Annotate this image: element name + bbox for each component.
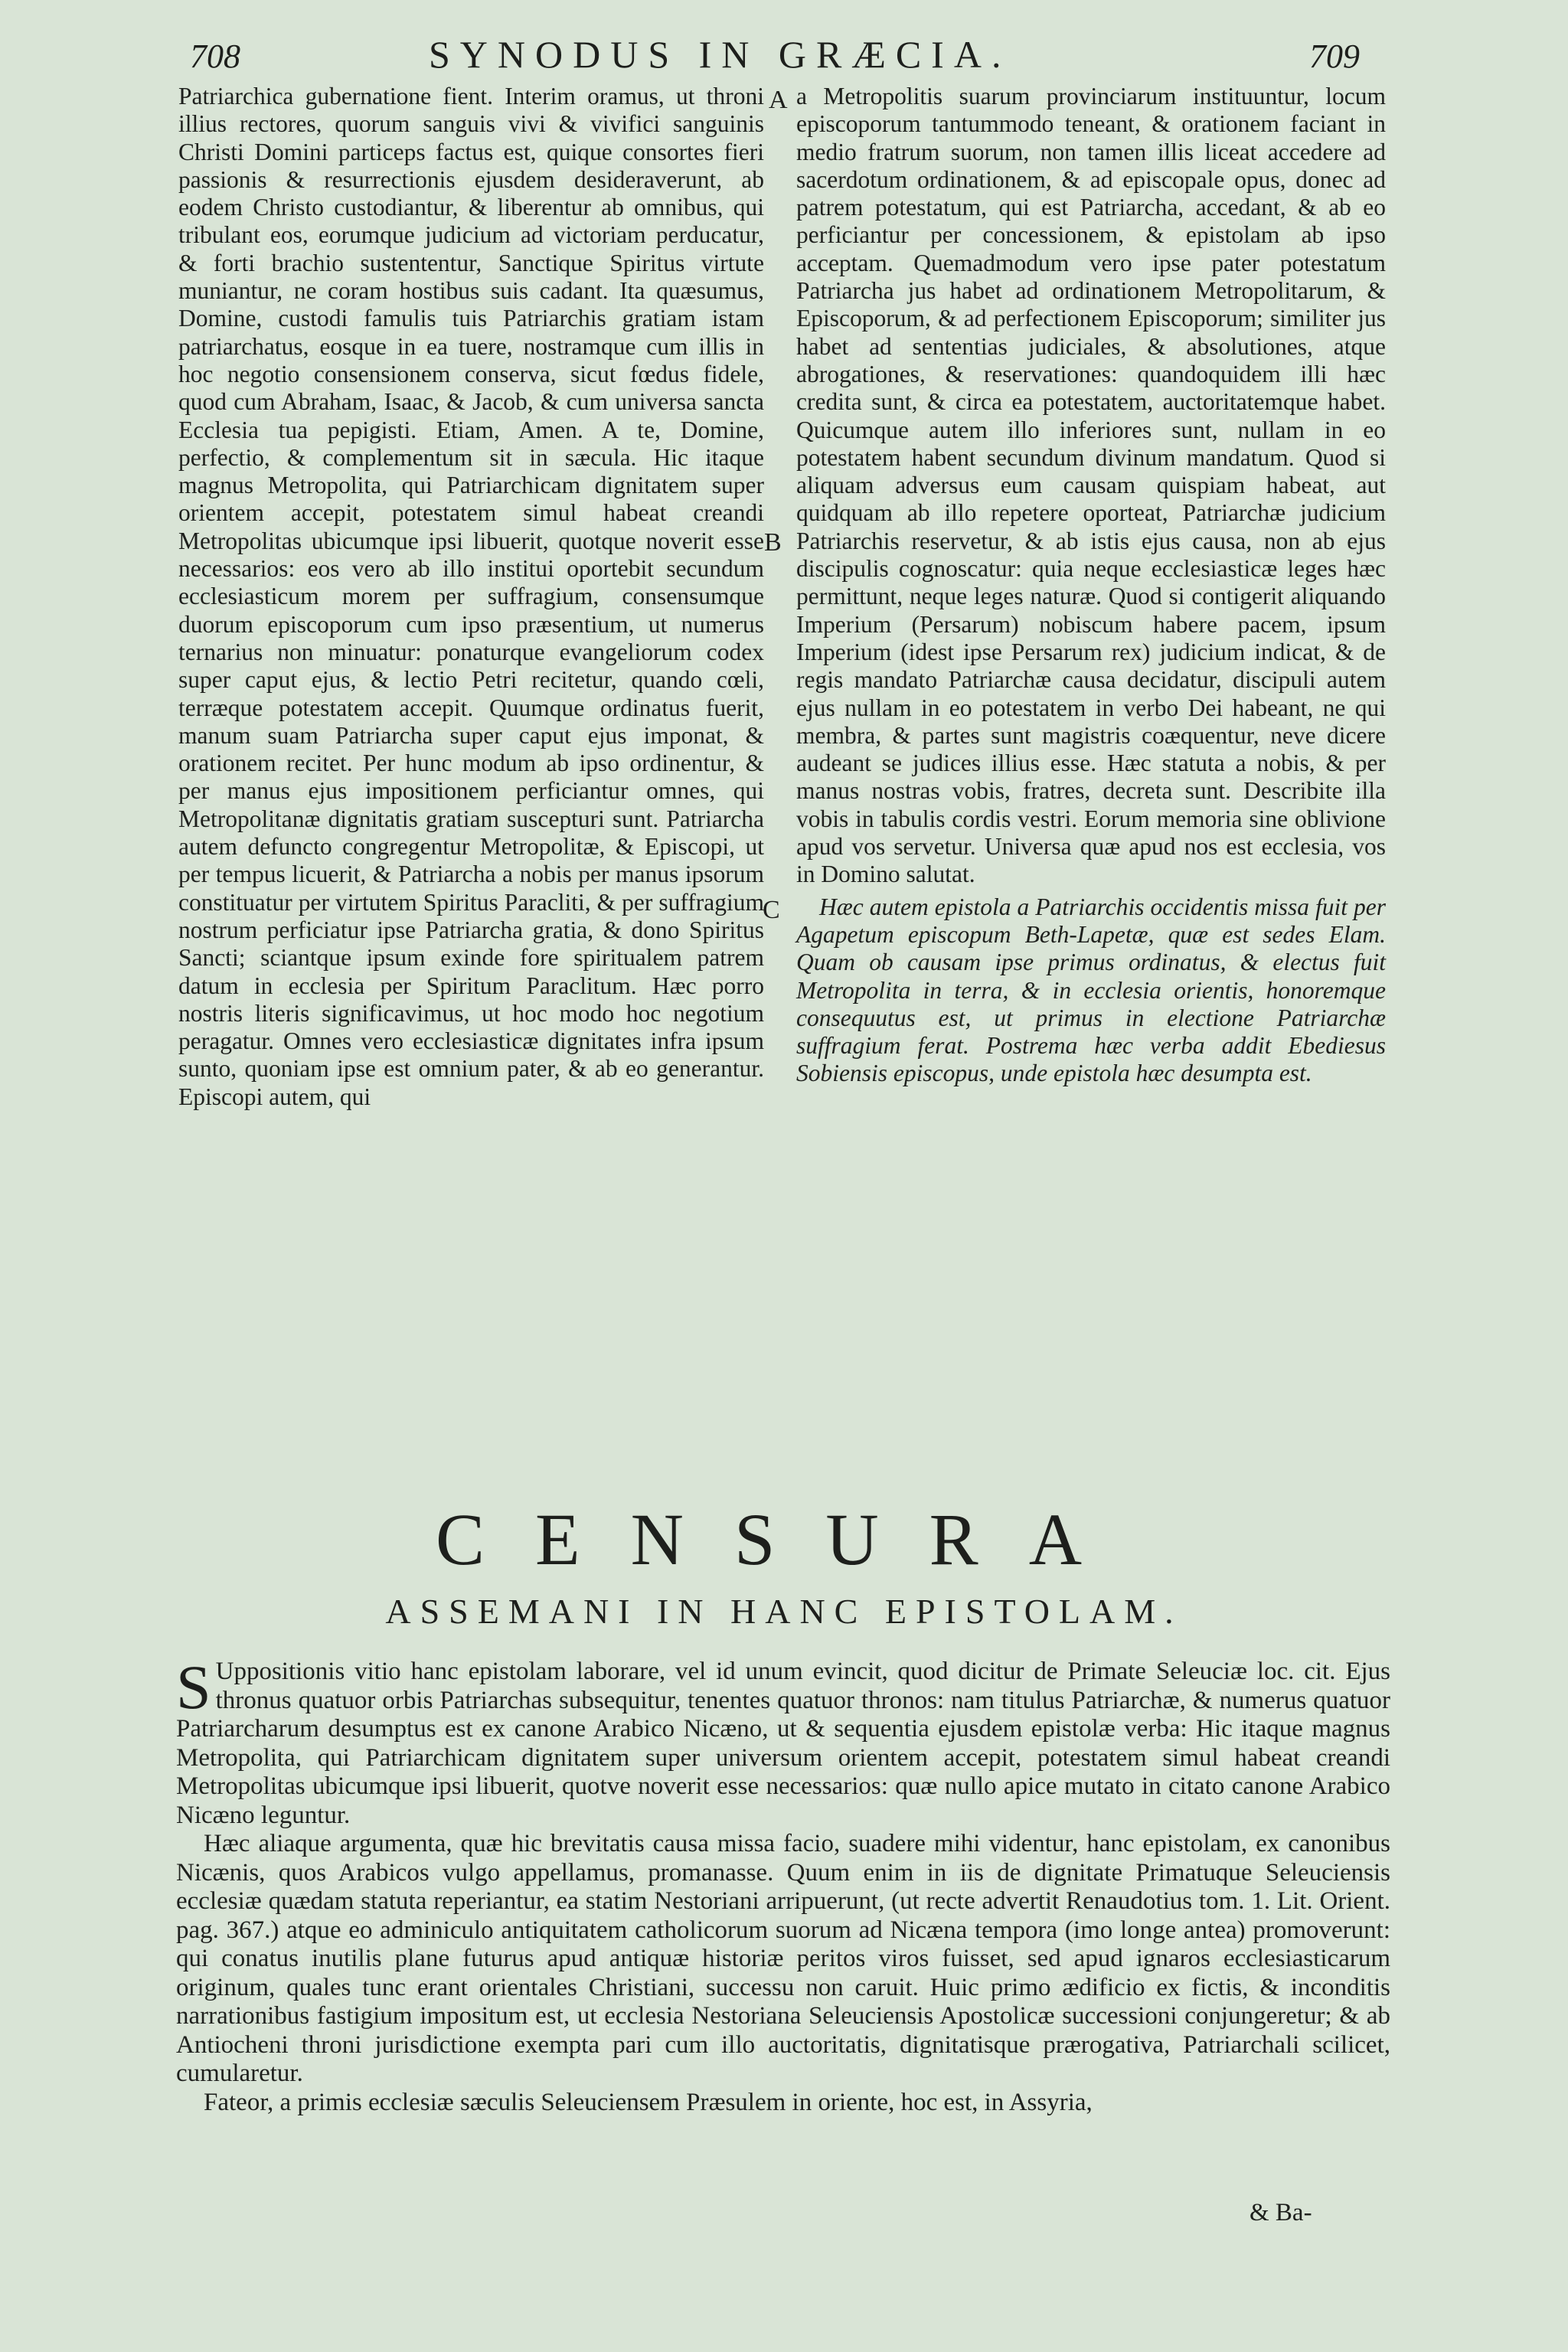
editorial-note: Hæc autem epistola a Patriarchis occidentis missa fuit per Agapetum episcopum Beth-Lapetæ, quæ est sedes Elam. Quam ob causam ipse primus ordinatus, & electus fuit Metropolita in terra, & in ecclesia orientis, honoremque consequutus est, ut primus in electione Patriarchæ suffragium ferat. Postrema hæc verba addit Ebediesus Sobiensis episcopus, unde epistola hæc desumpta est.	[796, 893, 1386, 1087]
censura-paragraph-1-text: Uppositionis vitio hanc epistolam laborare, vel id unum evincit, quod dicitur de Primate Seleuciæ loc. cit. Ejus thronus quatuor orbis Patriarchas subsequitur, tenentes quatuor thronos: nam titulus Patriarchæ, & numerus quatuor Patriarcharum desumptus est ex canone Arabico Nicæno, ut & sequentia ejusdem epistolæ verba: Hic itaque magnus Metropolita, qui Patriarchicam dignitatem super universum orientem accepit, potestatem simul habeat creandi Metropolitas ubicumque ipsi libuerit, quotve noverit esse necessarios: quæ nullo apice mutato in citato canone Arabico Nicæno leguntur.	[176, 1658, 1390, 1829]
left-column-text: Patriarchica gubernatione fient. Interim oramus, ut throni illius rectores, quorum sanguis vivi & vivifici sanguinis Christi Domini particeps factus est, quique consortes fieri passionis & resurrectionis ejusdem desideraverunt, ab eodem Christo custodiantur, & liberentur ab omnibus, qui tribulant eos, eorumque judicium ad victoriam perducatur, & forti brachio sustententur, Sanctique Spiritus virtute muniantur, ne coram hostibus suis cadant. Ita quæsumus, Domine, custodi famulis tuis Patriarchis gratiam istam patriarchatus, eosque in ea tuere, nostramque cum illis in hoc negotio consensionem conserva, sicut fœdus fidele, quod cum Abraham, Isaac, & Jacob, & cum universa sancta Ecclesia tua pepigisti. Etiam, Amen. A te, Domine, perfectio, & complementum sit in sæcula. Hic itaque magnus Metropolita, qui Patriarchicam dignitatem super orientem accepit, potestatem simul habeat creandi Metropolitas ubicumque ipsi libuerit, quotque noverit esse necessarios: eos vero ab illo institui oportebit secundum ecclesiasticum morem per suffragium, consensumque duorum episcoporum cum ipso præsentium, ut numerus ternarius non minuatur: ponaturque evangeliorum codex super caput ejus, & lectio Petri recitetur, quando cœli, terræque potestatem accepit. Quumque ordinatus fuerit, manum suam Patriarcha super caput ejus imponat, & orationem recitet. Per hunc modum ab ipso ordinentur, & per manus ejus impositionem perficiantur omnes, qui Metropolitanæ dignitatis gratiam suscepturi sunt. Patriarcha autem defuncto congregentur Metropolitæ, & Episcopi, ut per tempus licuerit, & Patriarcha a nobis per manus ipsorum constituatur per virtutem Spiritus Paracliti, & per suffragium nostrum perficiatur ipse Patriarcha gratia, & dono Spiritus Sancti; sciantque ipsum exinde fore spiritualem patrem datum in ecclesia per Spiritum Paraclitum. Hæc porro nostris literis significavimus, ut hoc modo hoc negotium peragatur. Omnes vero ecclesiasticæ dignitates infra ipsum sunto, quoniam ipse est omnium pater, & ab eo generantur. Episcopi autem, qui	[178, 83, 764, 1110]
right-column	[796, 83, 1386, 1088]
censura-body	[176, 1652, 1390, 2117]
censura-paragraph-3: Fateor, a primis ecclesiæ sæculis Seleuciensem Præsulem in oriente, hoc est, in Assyria,	[204, 2088, 1093, 2116]
left-column	[178, 83, 764, 1111]
section-title: CENSURA	[435, 1498, 1133, 1580]
right-column-text: a Metropolitis suarum provinciarum instituuntur, locum episcoporum tantummodo teneant, & orationem faciant in medio fratrum suorum, non tamen illis liceat accedere ad sacerdotum ordinationem, & ad episcopale opus, donec ad patrem potestatum, qui est Patriarcha, accedant, & ab eo perficiantur per concessionem, & epistolam ab ipso acceptam. Quemadmodum vero ipse pater potestatum Patriarcha jus habet ad ordinationem Metropolitarum, & Episcoporum, & ad perfectionem Episcoporum; similiter jus habet ad sententias judiciales, & absolutiones, atque abrogationes, & reservationes: quandoquidem illi hæc credita sunt, & circa ea potestatem, auctoritatemque habet. Quicumque autem illo inferiores sunt, nullam in eo potestatem habent secundum divinum mandatum. Quod si aliquam adversus eum causam quispiam habeat, aut quidquam ab illo repetere oporteat, Patriarchæ judicium Patriarchis reservetur, & ab istis ejus causa, non ab ejus discipulis cognoscatur: quia neque ecclesiasticæ leges hæc permittunt, neque leges naturæ. Quod si contigerit aliquando Imperium (Persarum) nobiscum habere pacem, ipsum Imperium (idest ipse Persarum rex) judicium indicat, & de regis mandato Patriarchæ causa decidatur, discipuli autem ejus nullam in eo potestatem in verbo Dei habeant, ne qui membra, & partes sunt magistris coæquentur, neve dicere audeant se judices illius esse. Hæc statuta a nobis, & per manus nostras vobis, fratres, decreta sunt. Describite illa vobis in tabulis cordis vestri. Eorum memoria sine oblivione apud vos servetur. Universa quæ apud nos est ecclesia, vos in Domino salutat.	[796, 83, 1386, 888]
page-number-left: 708	[190, 38, 240, 75]
drop-cap: S	[176, 1652, 211, 1722]
margin-marker-a: A	[769, 86, 788, 114]
margin-marker-b: B	[764, 528, 782, 557]
catchword: & Ba-	[1250, 2199, 1312, 2226]
running-title: SYNODUS IN GRÆCIA.	[429, 33, 1011, 76]
margin-marker-c: C	[763, 896, 780, 924]
running-header	[0, 32, 1568, 86]
censura-paragraph-1	[176, 1652, 1390, 1830]
page-number-right: 709	[1309, 38, 1360, 75]
censura-paragraph-2: Hæc aliaque argumenta, quæ hic brevitatis causa missa facio, suadere mihi videntur, hanc epistolam, ex canonibus Nicænis, quos Arabicos vulgo appellamus, promanasse. Quum enim in iis de dignitate Primatuque Seleuciensis ecclesiæ quædam statuta reperiantur, ea statim Nestoriani arripuerunt, (ut recte advertit Renaudotius tom. 1. Lit. Orient. pag. 367.) atque eo adminiculo antiquitatem catholicorum suorum ad Nicæna tempora (imo longe antea) promoverunt: qui conatus inutilis plane futurus apud antiquæ historiæ peritos viros fuisset, sed apud ignaros ecclesiasticarum originum, quales tunc erant orientales Christiani, successu non caruit. Huic primo ædificio ex fictis, & inconditis narrationibus fastigium impositum est, ut ecclesia Nestoriana Seleuciensis Apostolicæ successioni conjungeretur; & ab Antiocheni throni jurisdictione exempta pari cum illo auctoritatis, dignitatisque prærogativa, Patriarchali scilicet, cumularetur.	[176, 1830, 1390, 2087]
section-subtitle: ASSEMANI IN HANC EPISTOLAM.	[385, 1592, 1183, 1631]
